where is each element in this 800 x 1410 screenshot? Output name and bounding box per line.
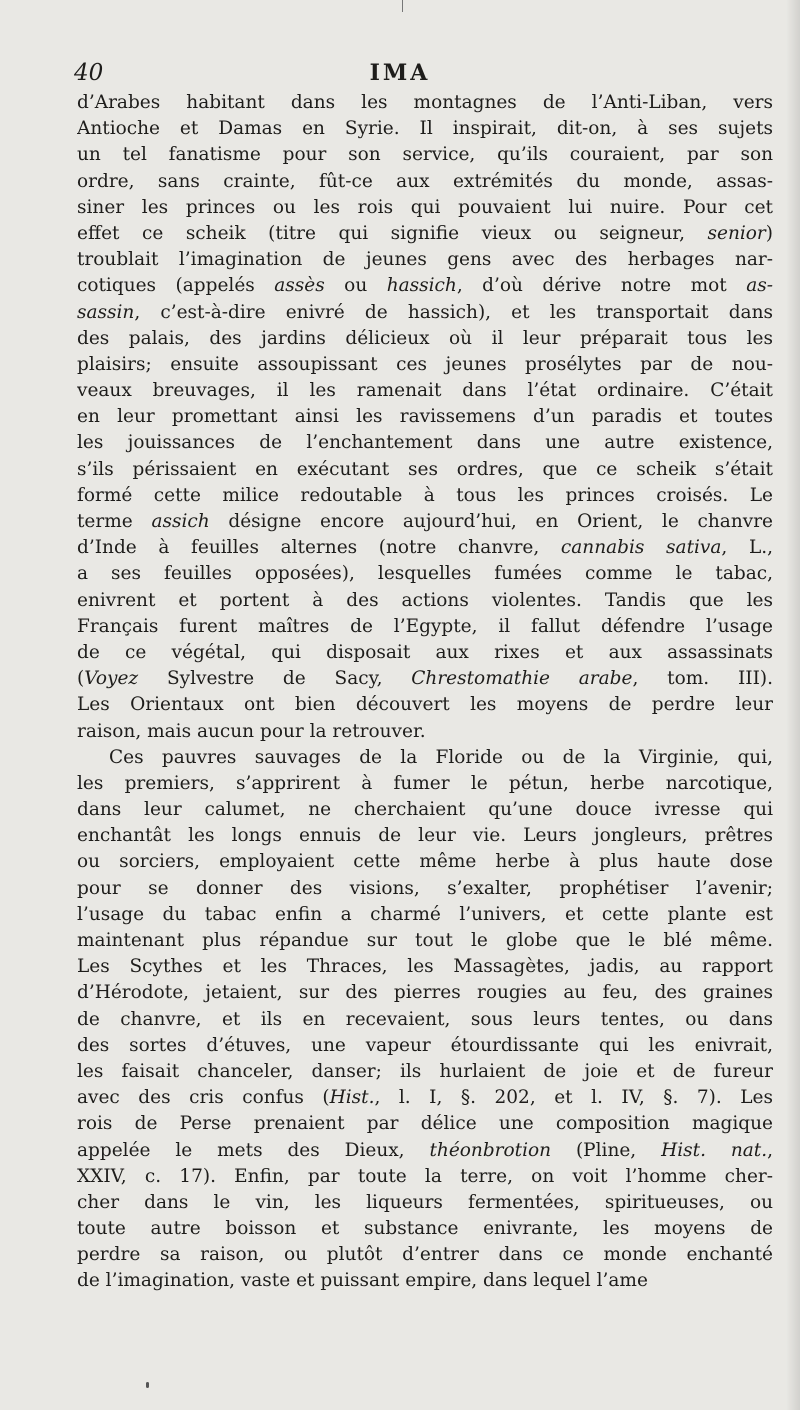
text-line [77,1138,773,1164]
italic-span: théonbrotion [429,1139,552,1161]
text-line [77,509,773,535]
text-span: l’usage du tabac enfin a charmé l’univers, et cette plante est [77,903,773,925]
text-span: plaisirs; ensuite assoupissant ces jeunes prosélytes par de nou- [77,353,773,375]
text-line [77,378,773,404]
paragraph [77,745,773,1295]
text-line [77,849,773,875]
text-span: Les Orientaux ont bien découvert les moyens de perdre leur [77,694,773,716]
text-span: (Pline, [551,1139,662,1161]
text-span: Ces pauvres sauvages de la Floride ou de la Virginie, qui, [109,746,773,768]
text-span: raison, mais aucun pour la retrouver. [77,720,426,742]
text-span: en leur promettant ainsi les ravissemens d’un paradis et toutes [77,406,773,428]
text-span: les premiers, s’apprirent à fumer le pétun, herbe narcotique, [77,772,773,794]
text-line [77,1059,773,1085]
text-line [77,719,773,745]
text-line [77,823,773,849]
text-line [77,195,773,221]
text-line [77,692,773,718]
text-line [77,326,773,352]
text-line [77,928,773,954]
text-line [77,90,773,116]
text-line [77,352,773,378]
text-span: désigne encore aujourd’hui, en Orient, le chanvre [209,511,773,532]
text-line [77,1164,773,1190]
italic-span: Chrestomathie arabe [411,668,633,690]
text-line [77,666,773,692]
italic-span: assich [151,511,210,532]
page-edge-shadow [786,0,800,1410]
text-line [77,876,773,902]
page-header [0,56,800,90]
text-span: de ce végétal, qui disposait aux rixes et aux assassinats [77,641,773,663]
text-line [77,614,773,640]
text-span: , d’où dérive notre mot [456,275,747,297]
text-span: enivrent et portent à des actions violentes. Tandis que les [77,589,773,611]
text-span: effet ce scheik (titre qui signifie vieux ou seigneur, [77,222,708,244]
paragraph [77,90,773,745]
text-span: terme [77,511,152,532]
text-span: ) [765,222,773,244]
text-line [77,169,773,195]
italic-span: senior [707,222,766,244]
text-line [77,404,773,430]
italic-span: assès [274,275,325,297]
text-line [77,1242,773,1268]
text-span: d’Inde à feuilles alternes (notre chanvre, [77,537,561,559]
text-line [77,247,773,273]
italic-span: Voyez [84,668,139,690]
text-span: s’ils périssaient en exécutant ses ordres, que ce scheik s’était [77,458,773,480]
text-span: maintenant plus répandue sur tout le globe que le blé même. [77,930,773,951]
text-line [77,273,773,299]
text-line [77,535,773,561]
ink-speck [146,1382,149,1388]
text-span: Sylvestre de Sacy, [138,668,412,690]
text-line [77,1111,773,1137]
text-span: ou sorciers, employaient cette même herbe à plus haute dose [77,851,773,873]
text-span: , tom. III). [632,668,773,690]
text-span: enchantât les longs ennuis de leur vie. Leurs jongleurs, prêtres [77,825,773,847]
text-line [77,745,773,771]
text-span: , l. I, §. 202, et l. IV, §. 7). Les [374,1087,773,1109]
text-span: , L., [721,537,773,559]
text-span: de chanvre, et ils en recevaient, sous leurs tentes, ou dans [77,1008,773,1030]
text-span: toute autre boisson et substance enivrante, les moyens de [77,1218,773,1240]
italic-span: Hist. nat. [661,1139,768,1161]
text-span: les faisait chanceler, danser; ils hurlaient de joie et de fureur [77,1060,773,1082]
text-line [77,1216,773,1242]
text-span: veaux breuvages, il les ramenait dans l’état ordinaire. C’était [77,380,773,402]
text-line [77,1085,773,1111]
text-span: formé cette milice redoutable à tous les princes croisés. Le [77,484,773,506]
italic-span: hassich [386,275,457,297]
text-line [77,221,773,247]
text-span: perdre sa raison, ou plutôt d’entrer dans ce monde enchanté [77,1244,773,1266]
body-text [77,90,773,1295]
text-line [77,430,773,456]
text-line [77,954,773,980]
text-line [77,300,773,326]
text-span: , [767,1139,773,1161]
text-span: avec des cris confus ( [77,1087,330,1109]
text-span: appelée le mets des Dieux, [77,1139,430,1161]
text-span: pour se donner des visions, s’exalter, prophétiser l’avenir; [77,877,773,899]
text-span: de l’imagination, vaste et puissant empire, dans lequel l’ame [77,1270,648,1292]
text-line [77,640,773,666]
text-span: des palais, des jardins délicieux où il leur préparait tous les [77,327,773,349]
text-span: dans leur calumet, ne cherchaient qu’une douce ivresse qui [77,799,773,821]
text-line [77,980,773,1006]
text-line [77,1007,773,1033]
text-line [77,797,773,823]
text-line [77,483,773,509]
top-ink-mark [402,0,403,12]
text-span: cotiques (appelés [77,275,275,297]
text-line [77,116,773,142]
italic-span: as- [746,275,773,297]
text-line [77,561,773,587]
text-line [77,588,773,614]
text-span: Antioche et Damas en Syrie. Il inspirait, dit-on, à ses sujets [77,118,773,140]
text-span: d’Hérodote, jetaient, sur des pierres rougies au feu, des graines [77,982,773,1004]
text-span: rois de Perse prenaient par délice une composition magique [77,1113,773,1135]
text-span: cher dans le vin, les liqueurs fermentées, spiritueuses, ou [77,1191,773,1213]
running-head: IMA [369,60,431,86]
text-span: Les Scythes et les Thraces, les Massagètes, jadis, au rapport [77,956,773,978]
text-span: ordre, sans crainte, fût-ce aux extrémités du monde, assas- [77,170,773,192]
text-span: , c’est-à-dire enivré de hassich), et les transportait dans [134,301,773,323]
page-number: 40 [74,60,104,86]
italic-span: sassin [77,301,135,323]
text-span: des sortes d’étuves, une vapeur étourdissante qui les enivrait, [77,1034,773,1056]
text-span: siner les princes ou les rois qui pouvaient lui nuire. Pour cet [77,196,773,218]
italic-span: cannabis sativa [560,537,722,559]
text-span: les jouissances de l’enchantement dans une autre existence, [77,432,773,454]
text-span: troublait l’imagination de jeunes gens avec des herbages nar- [77,249,773,271]
text-line [77,1268,773,1294]
italic-span: Hist. [329,1087,375,1109]
text-span: XXIV, c. 17). Enfin, par toute la terre, on voit l’homme cher- [77,1165,773,1187]
text-span: d’Arabes habitant dans les montagnes de l’Anti-Liban, vers [77,92,773,113]
text-line [77,457,773,483]
text-line [77,1190,773,1216]
text-span: ou [324,275,387,297]
text-line [77,1033,773,1059]
text-span: Français furent maîtres de l’Egypte, il fallut défendre l’usage [77,615,773,637]
text-span: un tel fanatisme pour son service, qu’ils couraient, par son [77,144,773,166]
text-span: a ses feuilles opposées), lesquelles fumées comme le tabac, [77,563,773,585]
text-line [77,902,773,928]
text-line [77,142,773,168]
text-span: ( [77,668,85,690]
text-line [77,771,773,797]
